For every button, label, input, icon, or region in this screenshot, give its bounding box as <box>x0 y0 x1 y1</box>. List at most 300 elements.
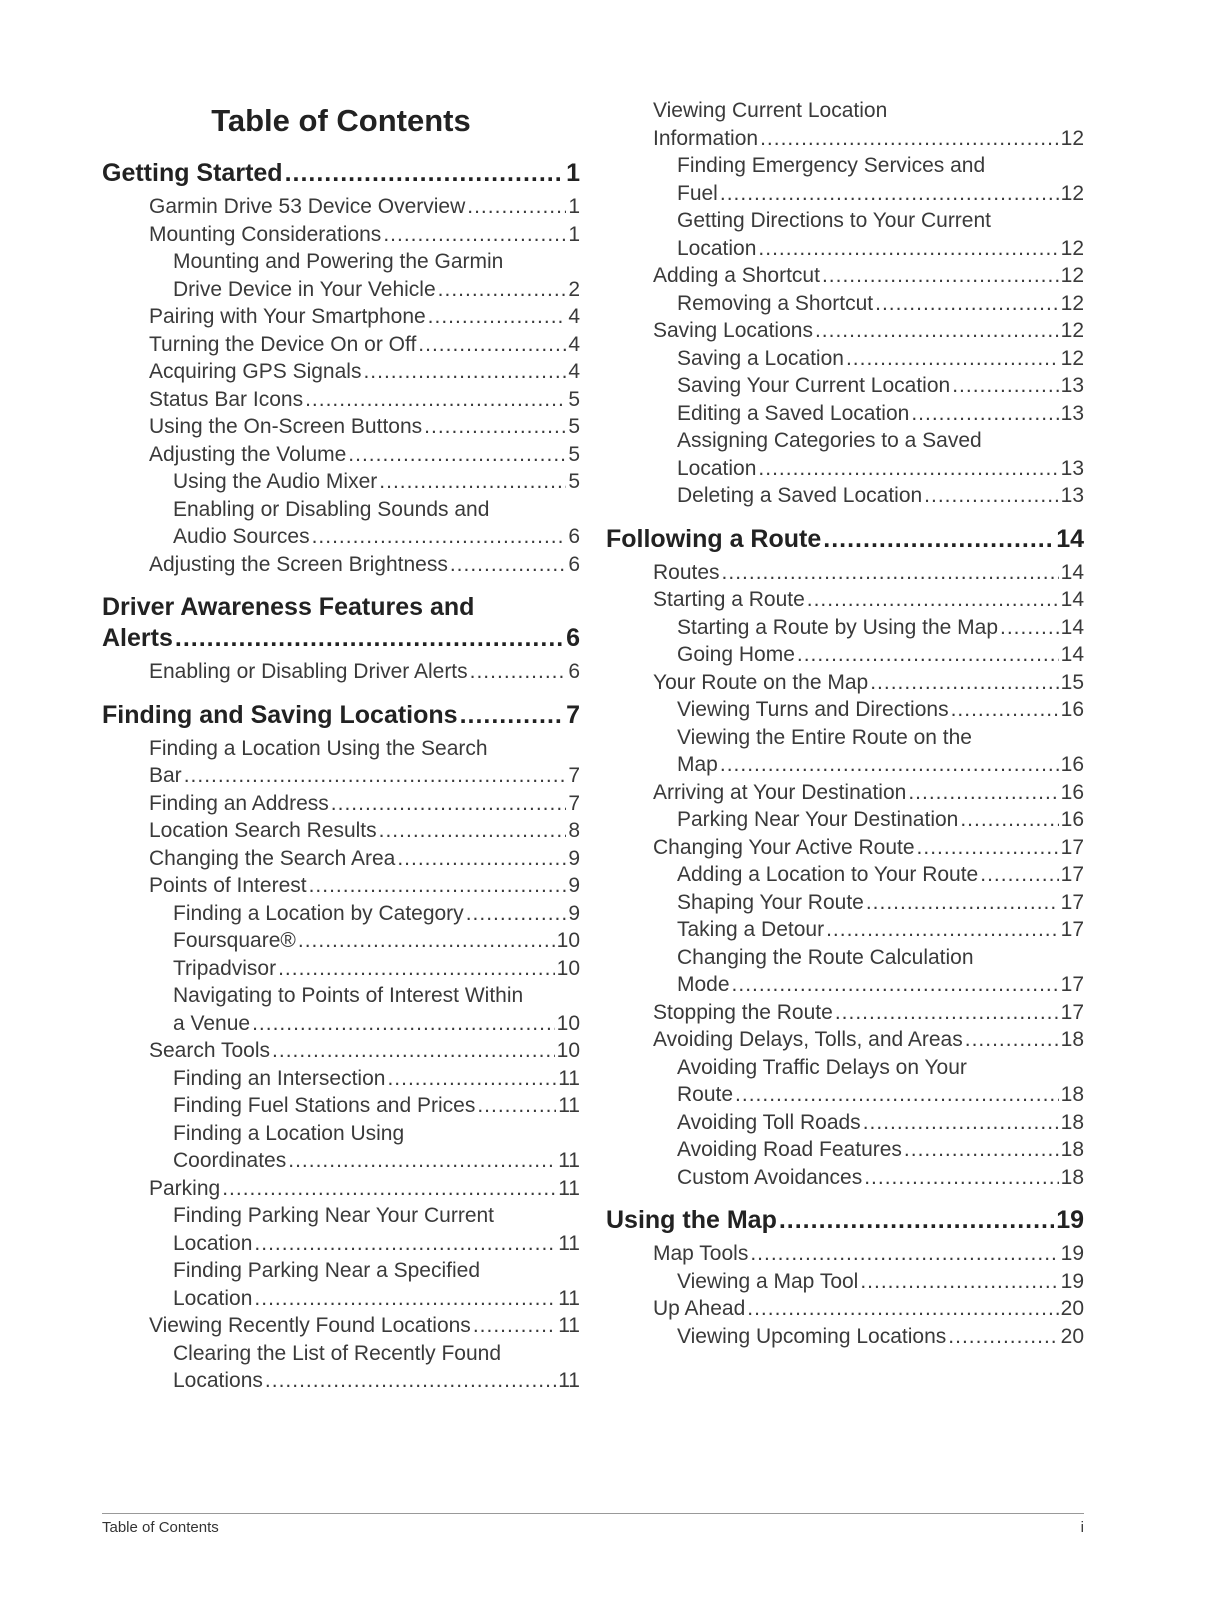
toc-entry-title: Taking a Detour <box>677 918 825 941</box>
toc-dot-leader <box>466 900 567 928</box>
toc-subsection-entry[interactable] <box>606 889 1084 917</box>
toc-subsection-entry[interactable] <box>606 400 1084 428</box>
toc-entry-title: Parking <box>149 1176 221 1200</box>
toc-entry-title: Location <box>173 1286 253 1310</box>
toc-chapter-entry[interactable] <box>102 700 580 731</box>
toc-section-entry[interactable] <box>102 358 580 386</box>
toc-entry-title: Following a Route <box>606 524 822 553</box>
toc-entry-title: Viewing Turns and Directions <box>677 698 949 721</box>
toc-page-number: 6 <box>568 552 580 576</box>
toc-entry-title: Points of Interest <box>149 874 307 897</box>
toc-dot-leader <box>823 524 1054 555</box>
toc-dot-leader <box>960 806 1058 834</box>
footer-divider <box>102 1513 1084 1514</box>
toc-entry-title: Editing a Saved Location <box>677 401 910 425</box>
toc-section-entry[interactable] <box>102 845 580 873</box>
toc-entry-title-line: Changing the Route Calculation <box>677 945 974 969</box>
toc-entry-title: Changing the Search Area <box>149 846 396 870</box>
toc-entry-title: Foursquare® <box>173 929 296 952</box>
toc-subsection-entry[interactable] <box>606 482 1084 510</box>
toc-section-entry[interactable] <box>606 669 1084 697</box>
toc-entry-title: Fuel <box>677 181 718 205</box>
toc-page-number: 12 <box>1060 181 1084 205</box>
toc-entry-title-line: Mounting and Powering the Garmin <box>173 250 504 273</box>
toc-entry-title-line: Navigating to Points of Interest Within <box>173 984 524 1007</box>
toc-page-number: 5 <box>568 470 580 493</box>
toc-page-number: 2 <box>568 277 580 301</box>
toc-dot-leader <box>965 1026 1059 1054</box>
toc-dot-leader <box>866 889 1059 917</box>
toc-subsection-entry[interactable] <box>102 1202 580 1257</box>
toc-subsection-entry[interactable] <box>606 372 1084 400</box>
page-title: Table of Contents <box>211 103 471 138</box>
toc-entry-title: Audio Sources <box>173 525 310 548</box>
toc-entry-title: Viewing Upcoming Locations <box>677 1324 947 1348</box>
toc-dot-leader <box>948 1323 1058 1351</box>
toc-subsection-entry[interactable] <box>606 614 1084 642</box>
toc-dot-leader <box>835 999 1059 1027</box>
toc-page-number: 17 <box>1060 863 1084 886</box>
toc-section-entry[interactable] <box>102 331 580 359</box>
toc-entry-title: Enabling or Disabling Driver Alerts <box>149 660 468 683</box>
toc-subsection-entry[interactable] <box>102 1257 580 1312</box>
toc-dot-leader <box>980 861 1058 889</box>
toc-entry-title: Using the Audio Mixer <box>173 470 378 493</box>
toc-section-entry[interactable] <box>102 735 580 790</box>
toc-entry-title: Tripadvisor <box>173 956 277 980</box>
toc-dot-leader <box>298 927 555 955</box>
toc-page-number: 19 <box>1060 1242 1084 1265</box>
toc-entry-title-line: Viewing Current Location <box>653 99 888 122</box>
toc-dot-leader <box>379 817 567 845</box>
toc-entry-title: Removing a Shortcut <box>677 291 874 315</box>
toc-chapter-entry[interactable] <box>606 524 1084 555</box>
toc-entry-title: Drive Device in Your Vehicle <box>173 277 436 301</box>
toc-dot-leader <box>424 413 566 441</box>
toc-entry-title: Saving a Location <box>677 346 844 370</box>
toc-dot-leader <box>184 762 567 790</box>
toc-page-number: 9 <box>568 874 580 897</box>
toc-section-entry[interactable] <box>102 1175 580 1203</box>
toc-dot-leader <box>418 331 566 359</box>
toc-subsection-entry[interactable] <box>606 1136 1084 1164</box>
toc-entry-title-line: Finding Parking Near Your Current <box>173 1204 495 1227</box>
toc-page-number: 13 <box>1060 484 1084 507</box>
toc-section-entry[interactable] <box>606 1240 1084 1268</box>
toc-section-entry[interactable] <box>606 834 1084 862</box>
toc-dot-leader <box>911 400 1058 428</box>
toc-entry-title: Status Bar Icons <box>149 387 304 411</box>
toc-section-entry[interactable] <box>606 262 1084 290</box>
toc-subsection-entry[interactable] <box>102 248 580 303</box>
toc-entry-title-line: Finding Parking Near a Specified <box>173 1259 481 1282</box>
toc-page-number: 9 <box>568 846 580 870</box>
toc-entry-title: Up Ahead <box>653 1297 746 1320</box>
toc-dot-leader <box>720 180 1059 208</box>
toc-entry-title: Stopping the Route <box>653 1000 833 1024</box>
toc-page-number: 17 <box>1060 973 1084 996</box>
toc-page-number: 14 <box>1060 588 1084 611</box>
toc-dot-leader <box>285 158 565 189</box>
toc-dot-leader <box>917 834 1059 862</box>
toc-entry-title-line: Assigning Categories to a Saved <box>677 429 982 452</box>
toc-entry-title: Route <box>677 1083 734 1106</box>
toc-page-number: 18 <box>1060 1028 1084 1051</box>
toc-entry-title-line: Clearing the List of Recently Found <box>173 1341 502 1365</box>
toc-page-number: 13 <box>1060 374 1084 397</box>
toc-dot-leader <box>758 455 1058 483</box>
toc-page-number: 11 <box>558 1231 580 1255</box>
toc-entry-title: Parking Near Your Destination <box>677 808 959 831</box>
toc-subsection-entry[interactable] <box>606 944 1084 999</box>
toc-dot-leader <box>870 669 1058 697</box>
toc-subsection-entry[interactable] <box>606 641 1084 669</box>
toc-entry-title: Location <box>677 456 757 480</box>
toc-page-number: 18 <box>1060 1138 1084 1161</box>
toc-entry-title: a Venue <box>173 1011 251 1035</box>
toc-entry-title: Acquiring GPS Signals <box>149 360 362 383</box>
toc-subsection-entry[interactable] <box>606 207 1084 262</box>
toc-dot-leader <box>952 372 1058 400</box>
toc-entry-title: Saving Locations <box>653 319 813 342</box>
toc-dot-leader <box>348 441 566 469</box>
toc-section-entry[interactable] <box>102 817 580 845</box>
toc-dot-leader <box>951 696 1059 724</box>
toc-section-entry[interactable] <box>102 790 580 818</box>
toc-chapter-entry[interactable] <box>102 158 580 189</box>
toc-page-number: 1 <box>568 195 580 218</box>
toc-dot-leader <box>278 955 555 983</box>
toc-entry-title: Starting a Route <box>653 588 805 611</box>
toc-entry-title: Avoiding Road Features <box>677 1138 902 1161</box>
toc-section-entry[interactable] <box>606 559 1084 587</box>
toc-page-number: 11 <box>558 1286 580 1310</box>
toc-dot-leader <box>863 1109 1059 1137</box>
toc-dot-leader <box>460 700 565 731</box>
toc-entry-title-line: Finding a Location Using the Search <box>149 736 488 760</box>
toc-entry-title: Viewing a Map Tool <box>677 1269 859 1293</box>
toc-subsection-entry[interactable] <box>102 1120 580 1175</box>
toc-dot-leader <box>826 916 1059 944</box>
toc-entry-title: Changing Your Active Route <box>653 835 915 859</box>
toc-page-number: 12 <box>1060 126 1084 150</box>
footer-section-title: Table of Contents <box>102 1519 219 1536</box>
toc-dot-leader <box>379 468 566 496</box>
toc-section-entry[interactable] <box>606 1295 1084 1323</box>
toc-page-number: 5 <box>568 442 580 466</box>
toc-section-entry[interactable] <box>102 386 580 414</box>
toc-entry-title: Adjusting the Volume <box>149 442 347 466</box>
toc-page-number: 4 <box>568 332 580 356</box>
toc-subsection-entry[interactable] <box>606 152 1084 207</box>
toc-entry-title: Alerts <box>102 624 173 652</box>
toc-entry-title: Location <box>173 1231 253 1255</box>
toc-dot-leader <box>822 262 1059 290</box>
toc-page-number: 6 <box>568 525 580 548</box>
toc-subsection-entry[interactable] <box>606 1109 1084 1137</box>
toc-page-number: 6 <box>568 660 580 683</box>
toc-dot-leader <box>875 290 1059 318</box>
toc-page-number: 12 <box>1060 291 1084 315</box>
toc-entry-title: Routes <box>653 560 720 584</box>
toc-subsection-entry[interactable] <box>102 900 580 928</box>
toc-subsection-entry[interactable] <box>606 861 1084 889</box>
toc-entry-title: Saving Your Current Location <box>677 374 951 397</box>
toc-dot-leader <box>387 1065 556 1093</box>
toc-page-number: 14 <box>1060 643 1084 666</box>
toc-chapter-entry[interactable] <box>606 1205 1084 1236</box>
toc-entry-title: Mode <box>677 973 730 996</box>
toc-page-number: 18 <box>1060 1165 1084 1189</box>
toc-subsection-entry[interactable] <box>606 427 1084 482</box>
toc-subsection-entry[interactable] <box>606 724 1084 779</box>
toc-entry-title: Getting Started <box>102 159 283 187</box>
toc-dot-leader <box>747 1295 1058 1323</box>
toc-subsection-entry[interactable] <box>606 916 1084 944</box>
toc-subsection-entry[interactable] <box>606 345 1084 373</box>
toc-dot-leader <box>363 358 566 386</box>
toc-page-number: 11 <box>558 1314 580 1337</box>
toc-entry-title: Finding Fuel Stations and Prices <box>173 1094 476 1117</box>
toc-entry-title: Your Route on the Map <box>653 670 869 694</box>
toc-subsection-entry[interactable] <box>102 496 580 551</box>
toc-entry-title: Location Search Results <box>149 819 377 842</box>
toc-page-number: 17 <box>1060 890 1084 914</box>
toc-subsection-entry[interactable] <box>102 982 580 1037</box>
toc-page-number: 7 <box>568 791 580 815</box>
toc-entry-title-line: Finding a Location Using <box>173 1121 405 1145</box>
toc-chapter-entry[interactable] <box>102 592 580 654</box>
toc-section-entry[interactable] <box>102 303 580 331</box>
toc-dot-leader <box>331 790 567 818</box>
toc-dot-leader <box>272 1037 555 1065</box>
toc-subsection-entry[interactable] <box>606 1164 1084 1192</box>
toc-entry-title: Finding an Intersection <box>173 1066 386 1090</box>
toc-dot-leader <box>473 1312 556 1340</box>
toc-dot-leader <box>735 1081 1059 1109</box>
toc-entry-title: Location <box>677 236 757 260</box>
toc-section-entry[interactable] <box>606 586 1084 614</box>
toc-page-number: 19 <box>1060 1269 1084 1293</box>
toc-entry-title-line: Viewing the Entire Route on the <box>677 725 972 749</box>
toc-section-entry[interactable] <box>606 317 1084 345</box>
toc-dot-leader <box>722 559 1059 587</box>
toc-page-number: 14 <box>1060 560 1084 584</box>
toc-dot-leader <box>846 345 1059 373</box>
toc-section-entry[interactable] <box>102 193 580 221</box>
toc-entry-title: Coordinates <box>173 1149 287 1172</box>
toc-page-number: 1 <box>566 159 580 187</box>
toc-page-number: 13 <box>1060 401 1084 425</box>
toc-entry-title: Avoiding Toll Roads <box>677 1110 861 1134</box>
toc-page-number: 11 <box>558 1149 580 1172</box>
toc-subsection-entry[interactable] <box>102 1065 580 1093</box>
toc-entry-title: Adding a Shortcut <box>653 264 820 287</box>
toc-page-number: 1 <box>568 222 580 246</box>
toc-entry-title: Using the Map <box>606 1206 777 1234</box>
toc-page-number: 11 <box>558 1369 580 1392</box>
toc-page-number: 5 <box>568 387 580 411</box>
footer-page-number: i <box>1080 1519 1084 1536</box>
toc-entry-title-line: Getting Directions to Your Current <box>677 209 991 232</box>
toc-entry-title: Avoiding Delays, Tolls, and Areas <box>653 1028 963 1051</box>
toc-page-number: 17 <box>1060 835 1084 859</box>
toc-entry-title: Going Home <box>677 643 795 666</box>
toc-page-number: 8 <box>568 819 580 842</box>
toc-section-entry[interactable] <box>606 779 1084 807</box>
toc-page-number: 20 <box>1060 1297 1084 1320</box>
toc-page-number: 16 <box>1060 698 1084 721</box>
toc-entry-title: Turning the Device On or Off <box>149 332 417 356</box>
toc-dot-leader <box>779 1205 1054 1236</box>
toc-dot-leader <box>252 1010 555 1038</box>
toc-entry-title: Finding an Address <box>149 791 329 815</box>
toc-dot-leader <box>397 845 566 873</box>
toc-page-number: 14 <box>1060 615 1084 639</box>
toc-entry-title: Adding a Location to Your Route <box>677 863 979 886</box>
toc-dot-leader <box>175 623 564 654</box>
toc-page-number: 11 <box>558 1066 580 1090</box>
toc-subsection-entry[interactable] <box>606 696 1084 724</box>
toc-section-entry[interactable] <box>102 1037 580 1065</box>
toc-page-number: 10 <box>556 1011 580 1035</box>
toc-section-entry[interactable] <box>606 999 1084 1027</box>
toc-dot-leader <box>720 751 1059 779</box>
toc-subsection-entry[interactable] <box>606 1054 1084 1109</box>
toc-entry-title: Locations <box>173 1369 263 1392</box>
toc-entry-title: Information <box>653 126 759 150</box>
toc-entry-title: Deleting a Saved Location <box>677 484 923 507</box>
toc-page-number: 16 <box>1060 753 1084 776</box>
toc-dot-leader <box>750 1240 1058 1268</box>
toc-entry-title: Search Tools <box>149 1039 271 1062</box>
toc-section-entry[interactable] <box>102 441 580 469</box>
toc-subsection-entry[interactable] <box>606 290 1084 318</box>
toc-entry-title: Pairing with Your Smartphone <box>149 305 426 328</box>
toc-page-number: 14 <box>1056 524 1084 553</box>
toc-page-number: 12 <box>1060 319 1084 342</box>
toc-dot-leader <box>864 1164 1058 1192</box>
toc-page-number: 7 <box>566 700 580 729</box>
toc-dot-leader <box>797 641 1059 669</box>
toc-subsection-entry[interactable] <box>606 1268 1084 1296</box>
toc-entry-title: Using the On-Screen Buttons <box>149 415 423 438</box>
toc-page-number: 7 <box>568 764 580 787</box>
toc-entry-title: Finding a Location by Category <box>173 901 464 925</box>
toc-entry-title: Custom Avoidances <box>677 1165 863 1189</box>
toc-right-column <box>606 97 1084 1350</box>
toc-dot-leader <box>309 872 567 900</box>
toc-page-number: 4 <box>568 360 580 383</box>
toc-subsection-entry[interactable] <box>102 468 580 496</box>
toc-page-number: 16 <box>1060 808 1084 831</box>
toc-dot-leader <box>312 523 567 551</box>
toc-section-entry[interactable] <box>102 872 580 900</box>
toc-dot-leader <box>288 1147 556 1175</box>
toc-dot-leader <box>815 317 1059 345</box>
toc-section-entry[interactable] <box>102 221 580 249</box>
toc-dot-leader <box>758 235 1058 263</box>
toc-dot-leader <box>438 276 567 304</box>
toc-dot-leader <box>477 1092 556 1120</box>
toc-section-entry[interactable] <box>102 658 580 686</box>
toc-dot-leader <box>254 1285 556 1313</box>
toc-dot-leader <box>428 303 567 331</box>
toc-page-number: 13 <box>1060 456 1084 480</box>
toc-subsection-entry[interactable] <box>102 1092 580 1120</box>
toc-page-number: 9 <box>568 901 580 925</box>
toc-entry-title: Bar <box>149 764 182 787</box>
toc-page-number: 11 <box>558 1176 580 1200</box>
toc-subsection-entry[interactable] <box>606 1323 1084 1351</box>
toc-page-number: 16 <box>1060 780 1084 804</box>
toc-entry-title-line: Avoiding Traffic Delays on Your <box>677 1055 967 1079</box>
toc-page-number: 18 <box>1060 1110 1084 1134</box>
toc-page-number: 11 <box>558 1094 580 1117</box>
toc-entry-title: Garmin Drive 53 Device Overview <box>149 195 466 218</box>
toc-entry-title-line: Finding Emergency Services and <box>677 154 986 177</box>
toc-subsection-entry[interactable] <box>102 955 580 983</box>
toc-page-number: 12 <box>1060 236 1084 260</box>
toc-dot-leader <box>807 586 1059 614</box>
toc-section-entry[interactable] <box>102 551 580 579</box>
toc-dot-leader <box>1000 614 1059 642</box>
toc-entry-title: Finding and Saving Locations <box>102 700 458 729</box>
toc-entry-title: Starting a Route by Using the Map <box>677 615 999 639</box>
toc-entry-title: Mounting Considerations <box>149 222 382 246</box>
toc-dot-leader <box>470 658 567 686</box>
toc-page-number: 18 <box>1060 1083 1084 1106</box>
toc-dot-leader <box>222 1175 556 1203</box>
toc-dot-leader <box>860 1268 1058 1296</box>
toc-dot-leader <box>732 971 1059 999</box>
toc-dot-leader <box>254 1230 556 1258</box>
toc-entry-title: Adjusting the Screen Brightness <box>149 552 448 576</box>
toc-page-number: 4 <box>568 305 580 328</box>
toc-dot-leader <box>450 551 566 579</box>
toc-subsection-entry[interactable] <box>102 1340 580 1395</box>
toc-entry-title: Arriving at Your Destination <box>653 780 907 804</box>
toc-section-entry[interactable] <box>102 1312 580 1340</box>
toc-entry-title: Map <box>677 753 718 776</box>
toc-dot-leader <box>924 482 1058 510</box>
toc-dot-leader <box>904 1136 1059 1164</box>
toc-page-number: 17 <box>1060 1000 1084 1024</box>
toc-page-number: 10 <box>556 1039 580 1062</box>
toc-dot-leader <box>908 779 1058 807</box>
toc-entry-title: Map Tools <box>653 1242 749 1265</box>
toc-entry-title-line: Enabling or Disabling Sounds and <box>173 497 490 521</box>
toc-page-number: 15 <box>1060 670 1084 694</box>
toc-dot-leader <box>265 1367 556 1395</box>
toc-page-number: 19 <box>1056 1206 1084 1234</box>
toc-section-entry[interactable] <box>102 413 580 441</box>
toc-entry-title: Shaping Your Route <box>677 890 864 914</box>
toc-dot-leader <box>383 221 566 249</box>
toc-section-entry[interactable] <box>606 97 1084 152</box>
toc-entry-title: Viewing Recently Found Locations <box>149 1314 471 1337</box>
toc-section-entry[interactable] <box>606 1026 1084 1054</box>
toc-page-number: 20 <box>1060 1324 1084 1348</box>
toc-page-number: 10 <box>556 929 580 952</box>
toc-left-column <box>102 158 580 1395</box>
toc-page-number: 17 <box>1060 918 1084 941</box>
toc-dot-leader <box>760 125 1059 153</box>
toc-subsection-entry[interactable] <box>606 806 1084 834</box>
toc-page-number: 10 <box>556 956 580 980</box>
toc-entry-title-line: Driver Awareness Features and <box>102 593 475 621</box>
toc-subsection-entry[interactable] <box>102 927 580 955</box>
